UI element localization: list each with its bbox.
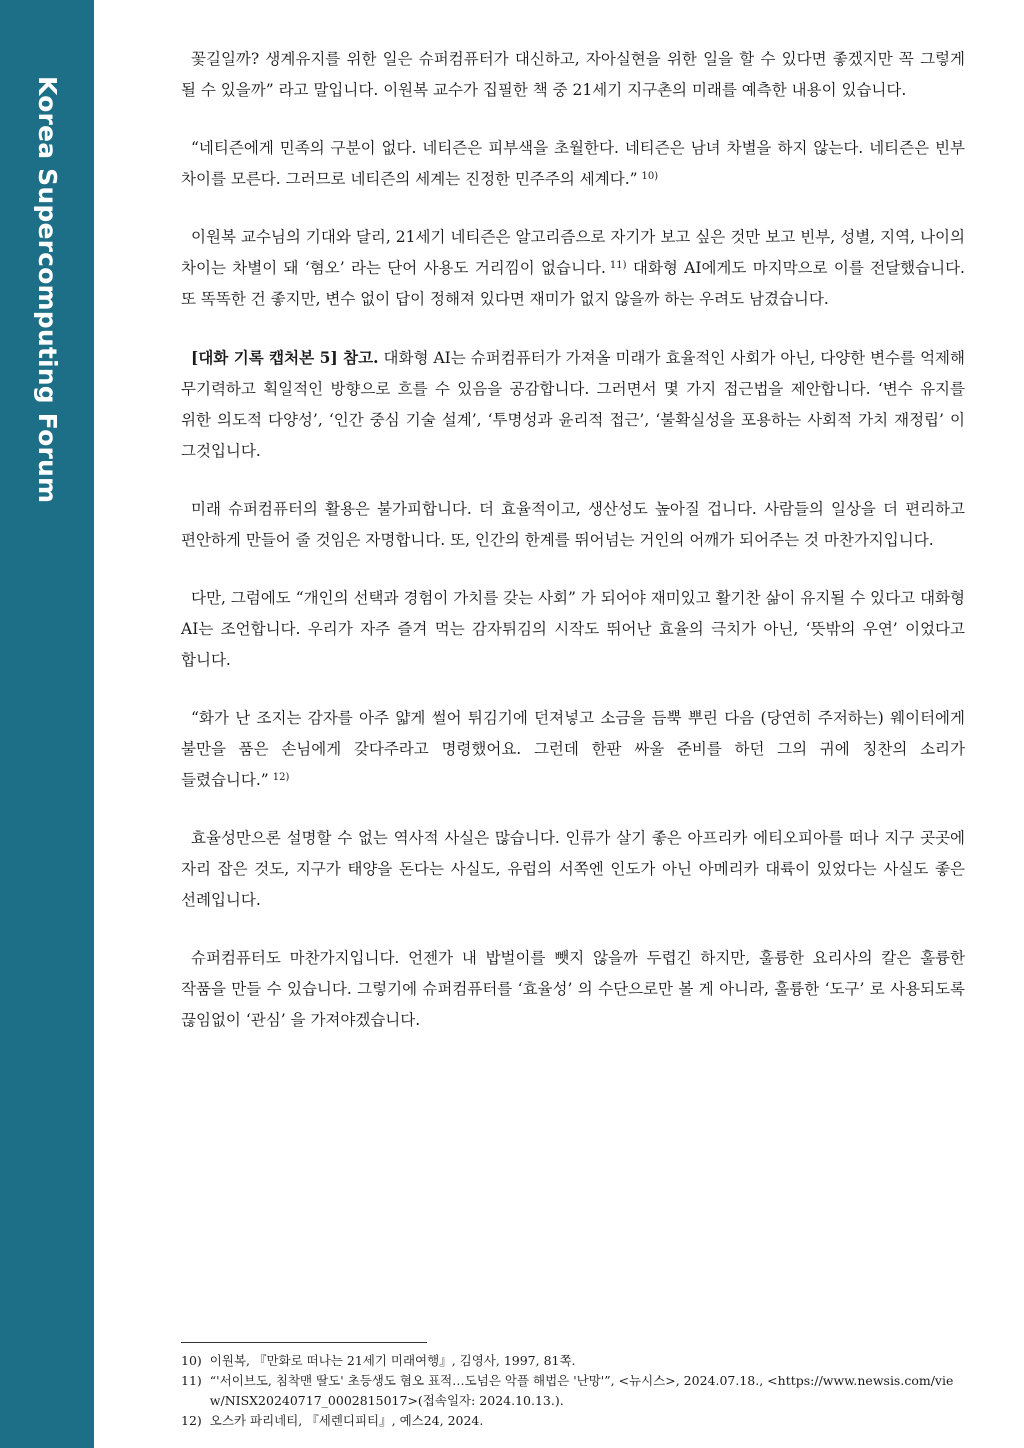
paragraph-text: 꽃길일까? 생계유지를 위한 일은 슈퍼컴퓨터가 대신하고, 자아실현을 위한 일을 할 수 있다면 좋겠지만 꼭 그렇게 될 수 있을까” 라고 말입니다. 이원복 교수가 집필한 책 중 21세기 지구촌의 미래를 예측한 내용이 있습니다. xyxy=(181,50,965,99)
footnote-item xyxy=(181,1351,965,1371)
paragraph xyxy=(181,943,965,1036)
capture-reference: [대화 기록 캡처본 5] 참고. xyxy=(191,348,379,367)
footnote-ref[interactable]: 11) xyxy=(609,260,627,271)
sidebar-band xyxy=(0,0,94,1448)
paragraph xyxy=(181,342,965,467)
paragraph-text: “네티즌에게 민족의 구분이 없다. 네티즌은 피부색을 초월한다. 네티즌은 남녀 차별을 하지 않는다. 네티즌은 빈부 차이를 모른다. 그러므로 네티즌의 세계는 진정한 민주주의 세계다.” xyxy=(181,139,965,188)
paragraph xyxy=(181,44,965,106)
footnote-ref[interactable]: 12) xyxy=(272,772,290,783)
quote-paragraph xyxy=(181,703,965,796)
paragraph-text: 슈퍼컴퓨터도 마찬가지입니다. 언젠가 내 밥벌이를 뺏지 않을까 두렵긴 하지만, 훌륭한 요리사의 칼은 훌륭한 작품을 만들 수 있습니다. 그렇기에 슈퍼컴퓨터를 ‘효율성’ 의 수단으로만 볼 게 아니라, 훌륭한 ‘도구’ 로 사용되도록 끊임없이 ‘관심’ 을 가져야겠습니다. xyxy=(181,949,965,1029)
paragraph-text: 이원복 교수님의 기대와 달리, 21세기 네티즌은 알고리즘으로 자기가 보고 싶은 것만 보고 빈부, 성별, 지역, 나이의 차이는 차별이 돼 ‘혐오’ 라는 단어 사용도 거리낌이 없습니다. xyxy=(181,228,965,277)
document-body xyxy=(181,44,965,1063)
footnotes xyxy=(181,1342,965,1431)
footnote-number: 11) xyxy=(181,1373,202,1388)
footnote-number: 12) xyxy=(181,1413,202,1428)
footnote-text: 이원복, 『만화로 떠나는 21세기 미래여행』, 김영사, 1997, 81쪽. xyxy=(209,1353,576,1368)
paragraph-text: 다만, 그럼에도 “개인의 선택과 경험이 가치를 갖는 사회” 가 되어야 재미있고 활기찬 삶이 유지될 수 있다고 대화형 AI는 조언합니다. 우리가 자주 즐겨 먹는 감자튀김의 시작도 뛰어난 효율의 극치가 아닌, ‘뜻밖의 우연’ 이었다고 합니다. xyxy=(181,589,965,669)
footnote-text: 오스카 파리네티, 『세렌디피티』, 예스24, 2024. xyxy=(209,1413,484,1428)
paragraph xyxy=(181,494,965,556)
quote-paragraph xyxy=(181,133,965,195)
footnote-text[interactable]: “'서이브도, 침착맨 딸도' 초등생도 혐오 표적…도넘은 악플 해법은 '난망'”, <뉴시스>, 2024.07.18., <https://www.newsis.com/view/NISX20240717_0002815017>(접속일자: 2024.10.13.). xyxy=(209,1373,954,1408)
footnote-item xyxy=(181,1371,965,1411)
footnote-item xyxy=(181,1411,965,1431)
paragraph xyxy=(181,823,965,916)
paragraph-text: “화가 난 조지는 감자를 아주 얇게 썰어 튀김기에 던져넣고 소금을 듬뿍 뿌린 다음 (당연히 주저하는) 웨이터에게 불만을 품은 손님에게 갖다주라고 명령했어요. 그런데 한판 싸울 준비를 하던 그의 귀에 칭찬의 소리가 들렸습니다.” xyxy=(181,709,965,789)
paragraph-text: 미래 슈퍼컴퓨터의 활용은 불가피합니다. 더 효율적이고, 생산성도 높아질 겁니다. 사람들의 일상을 더 편리하고 편안하게 만들어 줄 것임은 자명합니다. 또, 인간의 한계를 뛰어넘는 거인의 어깨가 되어주는 것 마찬가지입니다. xyxy=(181,500,965,549)
footnote-number: 10) xyxy=(181,1353,202,1368)
sidebar-title: Korea Supercomputing Forum xyxy=(33,76,62,504)
paragraph-text: 효율성만으론 설명할 수 없는 역사적 사실은 많습니다. 인류가 살기 좋은 아프리카 에티오피아를 떠나 지구 곳곳에 자리 잡은 것도, 지구가 태양을 돈다는 사실도, 유럽의 서쪽엔 인도가 아닌 아메리카 대륙이 있었다는 사실도 좋은 선례입니다. xyxy=(181,829,965,909)
footnote-divider xyxy=(181,1342,427,1343)
paragraph-text: 대화형 AI에게도 마지막으로 이를 전달했습니다. 또 똑똑한 건 좋지만, 변수 없이 답이 정해져 있다면 재미가 없지 않을까 하는 우려도 남겼습니다. xyxy=(181,259,965,308)
paragraph-text: 대화형 AI는 슈퍼컴퓨터가 가져올 미래가 효율적인 사회가 아닌, 다양한 변수를 억제해 무기력하고 획일적인 방향으로 흐를 수 있음을 공감합니다. 그러면서 몇 가지 접근법을 제안합니다. ‘변수 유지를 위한 의도적 다양성’, ‘인간 중심 기술 설계’, ‘투명성과 윤리적 접근’, ‘불확실성을 포용하는 사회적 가치 재정립’ 이 그것입니다. xyxy=(181,349,965,460)
paragraph xyxy=(181,222,965,315)
footnote-ref[interactable]: 10) xyxy=(641,171,659,182)
paragraph xyxy=(181,583,965,676)
